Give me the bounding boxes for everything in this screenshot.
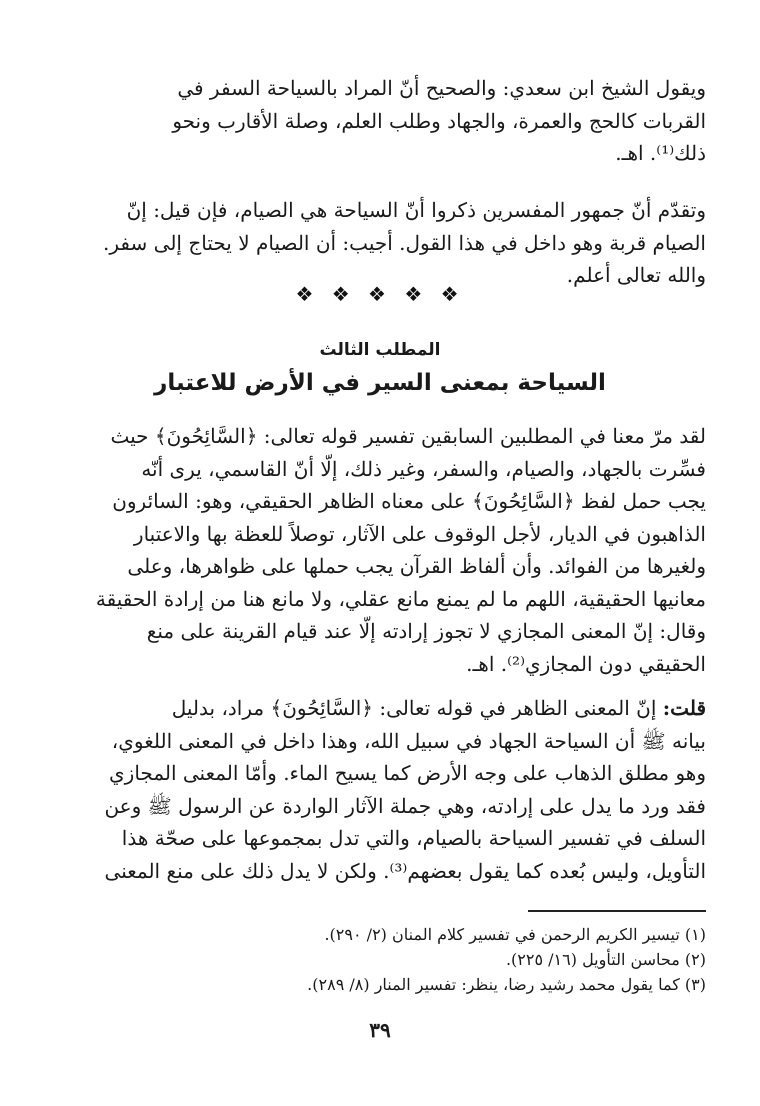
text-line: لقد مرّ معنا في المطلبين السابقين تفسير قوله تعالى: ﴿السَّائِحُونَ﴾ حيث <box>110 424 706 448</box>
text-line: الذاهبون في الديار، لأجل الوقوف على الآثار، توصلاً للعظة بها والاعتبار <box>133 521 706 546</box>
text-segment: إنّ المعنى الظاهر في قوله تعالى: ﴿السَّائِحُونَ﴾ مراد، بدليل <box>171 696 663 720</box>
text-line: فقد ورد ما يدل على إرادته، وهي جملة الآثار الواردة عن الرسول ﷺ وعن <box>104 793 706 818</box>
text-line: ذلك⁽¹⁾. اهـ. <box>615 141 706 165</box>
footnote: (٣) كما يقول محمد رشيد رضا، ينظر: تفسير المنار (٨/ ٢٨٩). <box>307 975 706 994</box>
text-line: ولغيرها من الفوائد. وأن ألفاظ القرآن يجب حملها على ظواهرها، وعلى <box>127 554 706 578</box>
text-line: الحقيقي دون المجازي⁽²⁾. اهـ. <box>466 651 706 676</box>
paragraph-ibn-saadi <box>96 72 706 170</box>
text-line: يجب حمل لفظ ﴿السَّائِحُونَ﴾ على معناه الظاهر الحقيقي، وهو: السائرون <box>112 489 706 513</box>
page-number: ٣٩ <box>369 1018 391 1042</box>
text-line: وقال: إنّ المعنى المجازي لا تجوز إرادته إلّا عند قيام القرينة على منع <box>146 619 706 643</box>
section-title: السياحة بمعنى السير في الأرض للاعتبار <box>154 370 606 396</box>
section-divider-ornament: ❖ ❖ ❖ ❖ ❖ <box>295 282 465 306</box>
paragraph-author-comment <box>96 692 706 887</box>
lead-word: قلت: <box>662 696 706 720</box>
text-line <box>96 692 706 725</box>
footnote-separator <box>528 910 706 912</box>
text-line: القربات كالحج والعمرة، والجهاد وطلب العلم، وصلة الأقارب ونحو <box>172 108 706 133</box>
text-line: فسِّرت بالجهاد، والصيام، والسفر، وغير ذلك، إلّا أنّ القاسمي، يرى أنّه <box>141 456 706 481</box>
text-line: التأويل، وليس بُعده كما يقول بعضهم⁽³⁾. ولكن لا يدل ذلك على منع المعنى <box>104 858 706 883</box>
text-line: ويقول الشيخ ابن سعدي: والصحيح أنّ المراد بالسياحة السفر في <box>177 76 706 100</box>
text-line: السلف في تفسير السياحة بالصيام، والتي تدل بمجموعها على صحّة هذا <box>121 826 706 850</box>
text-line: وهو مطلق الذهاب على وجه الأرض كما يسيح الماء. وأمّا المعنى المجازي <box>109 761 706 785</box>
text-line: والله تعالى أعلم. <box>566 263 706 287</box>
section-label: المطلب الثالث <box>319 340 441 360</box>
footnote: (٢) محاسن التأويل (١٦/ ٢٢٥). <box>505 950 706 969</box>
text-line: الصيام قربة وهو داخل في هذا القول. أجيب: أن الصيام لا يحتاج إلى سفر. <box>103 230 706 255</box>
text-line: وتقدّم أنّ جمهور المفسرين ذكروا أنّ السياحة هي الصيام، فإن قيل: إنّ <box>126 198 706 222</box>
paragraph-majority-opinion <box>96 194 706 292</box>
footnotes <box>160 922 706 997</box>
footnote: (١) تيسير الكريم الرحمن في تفسير كلام المنان (٢/ ٢٩٠). <box>324 925 706 944</box>
text-line: معانيها الحقيقية، اللهم ما لم يمنع مانع عقلي، ولا مانع هنا من إرادة الحقيقة <box>96 586 706 611</box>
text-line: بيانه ﷺ أن السياحة الجهاد في سبيل الله، وهذا داخل في المعنى اللغوي، <box>111 728 706 753</box>
paragraph-qasimi-view <box>96 420 706 680</box>
